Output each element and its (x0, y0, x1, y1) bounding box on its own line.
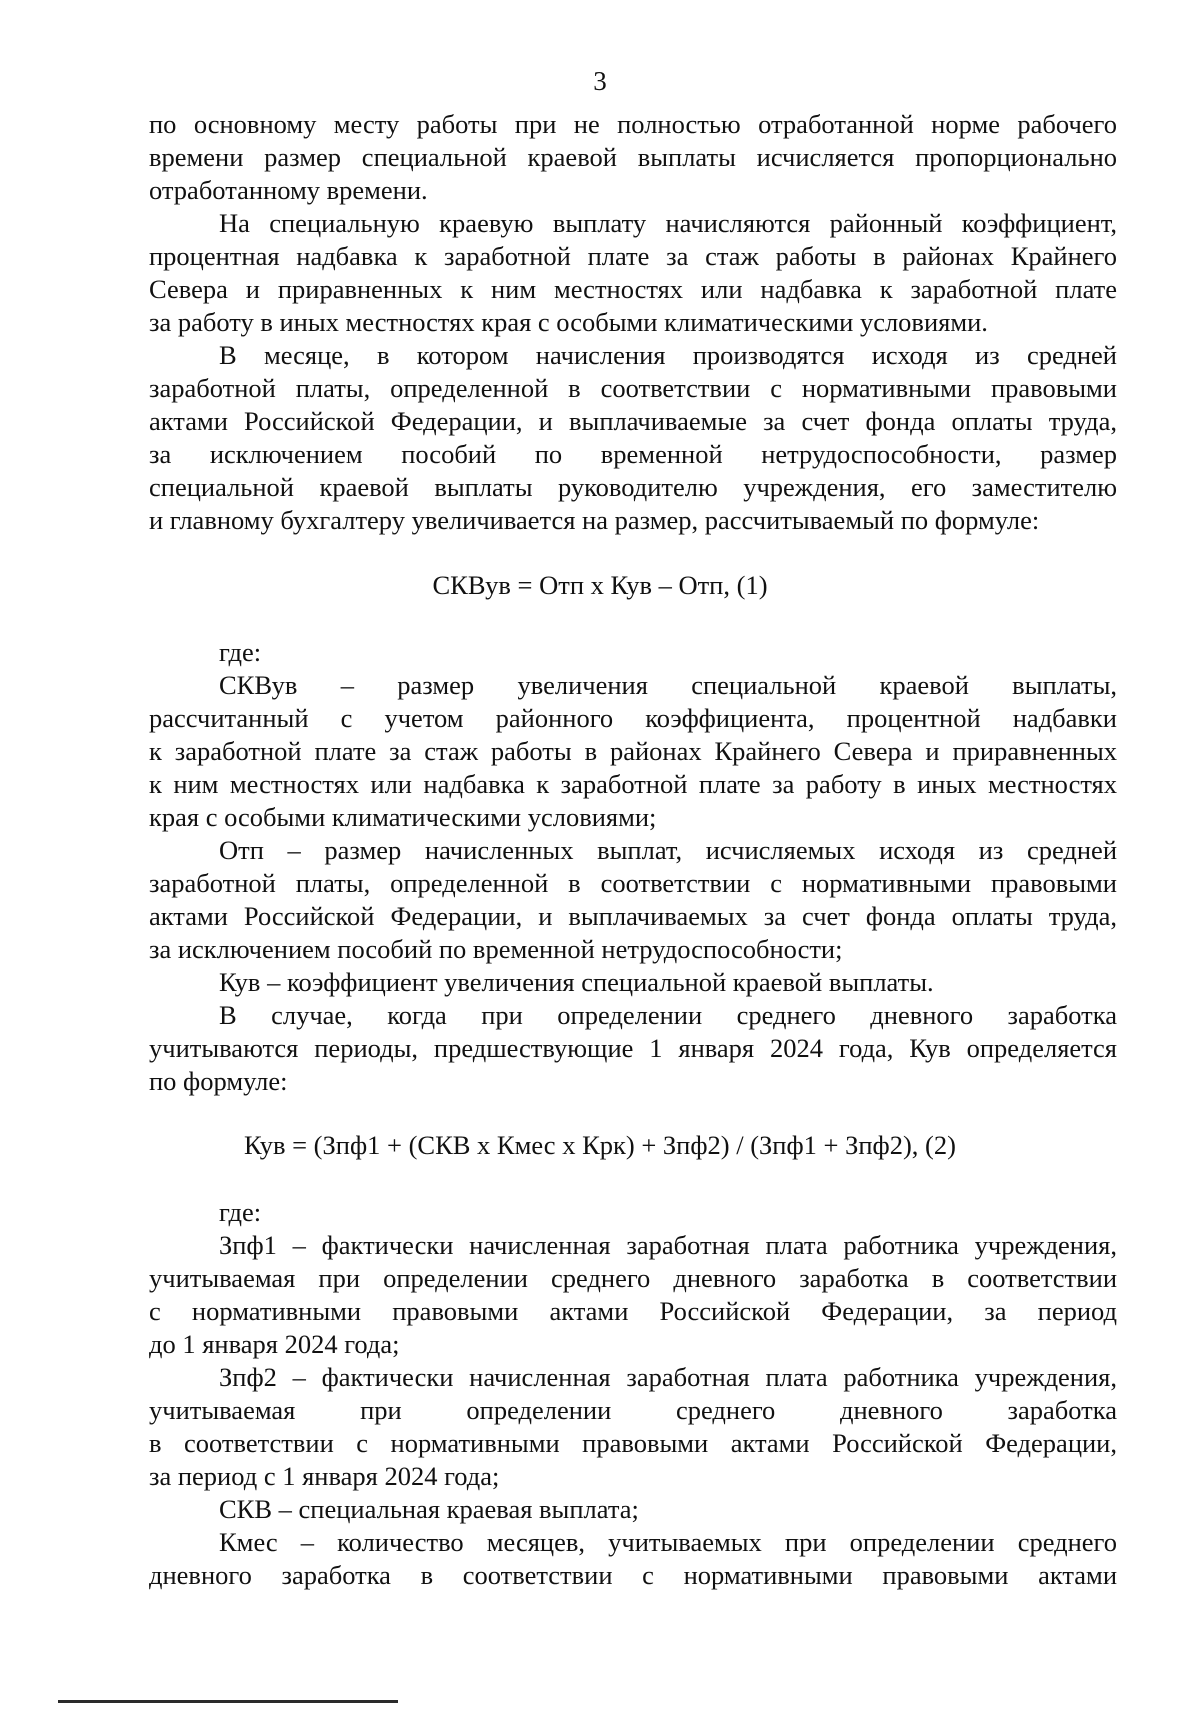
text-block-definitions-2 (149, 1196, 1117, 1592)
text-line: с нормативными правовыми актами Российской Федерации, за период (149, 1296, 1117, 1326)
text-line: за исключением пособий по временной нетрудоспособности; (149, 934, 843, 964)
text-line: заработной платы, определенной в соответствии с нормативными правовыми (149, 868, 1117, 898)
text-line: актами Российской Федерации, и выплачиваемые за счет фонда оплаты труда, (149, 406, 1117, 436)
text-line: где: (219, 637, 262, 667)
text-line: СКВ – специальная краевая выплата; (219, 1494, 639, 1524)
text-line: края с особыми климатическими условиями; (149, 802, 657, 832)
text-line: и главному бухгалтеру увеличивается на размер, рассчитываемый по формуле: (149, 505, 1040, 535)
text-line: Зпф1 – фактически начисленная заработная плата работника учреждения, (219, 1230, 1117, 1260)
text-line: где: (219, 1197, 262, 1227)
text-line: заработной платы, определенной в соответствии с нормативными правовыми (149, 373, 1117, 403)
text-line: Отп – размер начисленных выплат, исчисляемых исходя из средней (219, 835, 1117, 865)
text-line: В месяце, в котором начисления производятся исходя из средней (219, 340, 1117, 370)
text-line: по основному месту работы при не полностью отработанной норме рабочего (149, 109, 1117, 139)
text-line: за работу в иных местностях края с особыми климатическими условиями. (149, 307, 988, 337)
text-line: СКВув – размер увеличения специальной краевой выплаты, (219, 670, 1117, 700)
text-line: времени размер специальной краевой выплаты исчисляется пропорционально (149, 142, 1117, 172)
text-line: учитываемая при определении среднего дневного заработка в соответствии (149, 1263, 1117, 1293)
text-line: к заработной плате за стаж работы в районах Крайнего Севера и приравненных (149, 736, 1117, 766)
text-line: Кув – коэффициент увеличения специальной краевой выплаты. (219, 967, 934, 997)
text-line: В случае, когда при определении среднего дневного заработка (219, 1000, 1117, 1030)
text-line: рассчитанный с учетом районного коэффициента, процентной надбавки (149, 703, 1117, 733)
formula-1: СКВув = Отп х Кув – Отп, (1) (432, 570, 768, 600)
text-line: процентная надбавка к заработной плате за стаж работы в районах Крайнего (149, 241, 1117, 271)
text-line: учитываются периоды, предшествующие 1 января 2024 года, Кув определяется (149, 1033, 1117, 1063)
text-block-definitions-1 (149, 636, 1117, 1098)
text-line: к ним местностях или надбавка к заработной плате за работу в иных местностях (149, 769, 1117, 799)
text-line: за период с 1 января 2024 года; (149, 1461, 500, 1491)
text-line: в соответствии с нормативными правовыми актами Российской Федерации, (149, 1428, 1117, 1458)
text-line: отработанному времени. (149, 175, 428, 205)
text-line: На специальную краевую выплату начисляются районный коэффициент, (219, 208, 1117, 238)
text-line: учитываемая при определении среднего дневного заработка (149, 1395, 1117, 1425)
text-line: за исключением пособий по временной нетрудоспособности, размер (149, 439, 1117, 469)
text-line: специальной краевой выплаты руководителю учреждения, его заместителю (149, 472, 1117, 502)
footer-divider (58, 1700, 398, 1703)
text-line: актами Российской Федерации, и выплачиваемых за счет фонда оплаты труда, (149, 901, 1117, 931)
formula-2: Кув = (Зпф1 + (СКВ х Кмес х Крк) + Зпф2) / (Зпф1 + Зпф2), (2) (244, 1130, 956, 1160)
text-line: по формуле: (149, 1066, 288, 1096)
page-number: 3 (593, 66, 607, 96)
text-line: Зпф2 – фактически начисленная заработная плата работника учреждения, (219, 1362, 1117, 1392)
text-line: Севера и приравненных к ним местностях или надбавка к заработной плате (149, 274, 1117, 304)
text-block-intro (149, 108, 1117, 537)
text-line: до 1 января 2024 года; (149, 1329, 400, 1359)
text-line: Кмес – количество месяцев, учитываемых при определении среднего (219, 1527, 1117, 1557)
text-line: дневного заработка в соответствии с нормативными правовыми актами (149, 1560, 1117, 1590)
